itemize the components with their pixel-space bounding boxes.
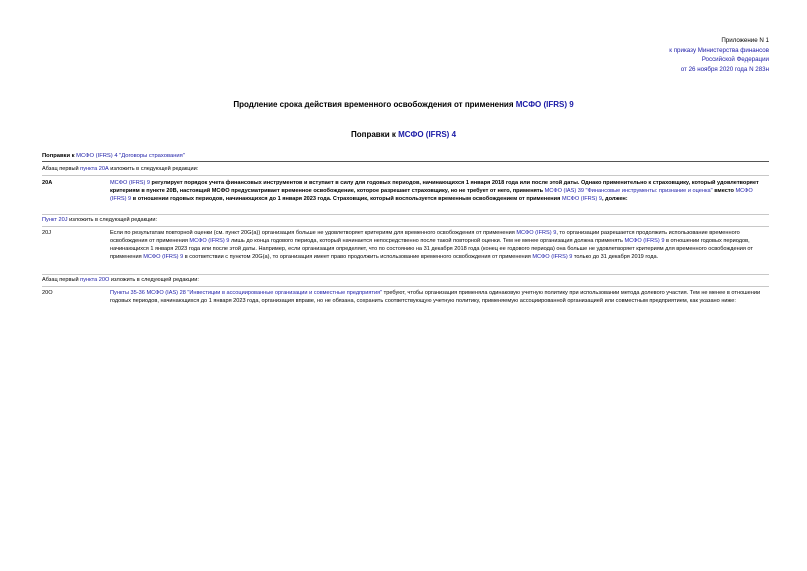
page-title bbox=[0, 99, 807, 111]
divider bbox=[42, 286, 769, 287]
paragraph-20o bbox=[42, 289, 769, 305]
paragraphs-35-36-link[interactable]: Пункты 35-36 bbox=[110, 290, 145, 296]
ifrs9-link[interactable]: МСФО (IFRS) 9 bbox=[110, 188, 753, 203]
text-run: в отношении годовых периодов, начинающихся 1 января 2023 года или после этой даты. Например, если организация определяет, что по состоянию на 31 декабря 2018 года (конец ее годового периода) она больше не удовлетворяет критериям для временного освобождения от применения bbox=[110, 238, 753, 261]
subtitle-text: Поправки к bbox=[350, 130, 399, 139]
text-run: требуют, чтобы организация применяла одинаковую учетную политику при использовании метода долевого участия. Тем не менее в отношении годовых периодов, начинающихся до 1 января 2023 года, организация вправе, но не обязана, сохранить соответствующую учетную политику, применяемую ассоциированной организацией или совместным предприятием, как указано ниже: bbox=[110, 290, 761, 305]
text-run: в соответствии с пунктом 20G(a), то организация имеет право продолжить использование временного освобождения от применения bbox=[183, 254, 533, 261]
text-run: Если по результатам повторной оценки (см. пункт 20G(a)) организация больше не удовлетворяет критериям для временного освобождения от применения bbox=[110, 230, 517, 236]
ifrs9-link[interactable]: МСФО (IFRS) 9 bbox=[143, 254, 184, 261]
ministry-link[interactable]: Российской Федерации bbox=[701, 56, 769, 64]
subtitle-ifrs4-link[interactable]: МСФО (IFRS) 4 bbox=[398, 130, 457, 139]
paragraph-number: 20O bbox=[42, 290, 53, 296]
order-date-link[interactable]: от 26 ноября 2020 года N 283н bbox=[680, 65, 769, 73]
instruction-20j bbox=[42, 216, 769, 224]
divider bbox=[42, 274, 769, 275]
ifrs9-link[interactable]: МСФО (IFRS) 9 bbox=[532, 254, 573, 261]
paragraph-text bbox=[110, 289, 762, 305]
order-link[interactable]: к приказу Министерства финансов bbox=[669, 46, 769, 54]
paragraph-20j bbox=[42, 229, 769, 261]
paragraph-number: 20J bbox=[42, 230, 52, 236]
instruction-20o bbox=[42, 276, 769, 284]
instruction-text: изложить в следующей редакции: bbox=[67, 217, 158, 223]
ifrs9-link[interactable]: МСФО (IFRS) 9 bbox=[624, 238, 665, 245]
paragraph-number: 20А bbox=[42, 180, 53, 186]
divider bbox=[42, 226, 769, 227]
ifrs9-link[interactable]: МСФО (IFRS) 9 bbox=[516, 230, 557, 236]
instruction-text: изложить в следующей редакции: bbox=[108, 166, 199, 172]
divider bbox=[42, 175, 769, 176]
ias28-link[interactable]: МСФО (IAS) 28 "Инвестиции в ассоциированные организации и совместные предприятия" bbox=[146, 290, 383, 296]
text-run: , должен: bbox=[601, 196, 628, 203]
section-header-label: Поправки к bbox=[42, 153, 77, 159]
page-subtitle bbox=[0, 129, 807, 141]
ifrs9-link[interactable]: МСФО (IFRS) 9 bbox=[189, 238, 230, 245]
paragraph-20o-link[interactable]: пункта 20O bbox=[80, 277, 110, 283]
text-run: , то организации разрешается продолжить использование временного освобождения от применения bbox=[110, 230, 740, 245]
text-run: вместо bbox=[712, 188, 736, 195]
paragraph-text bbox=[110, 179, 762, 203]
instruction-text: Абзац первый bbox=[42, 166, 81, 172]
paragraph-20a bbox=[42, 179, 769, 203]
ias39-link[interactable]: МСФО (IAS) 39 "Финансовые инструменты: признание и оценка" bbox=[544, 188, 713, 195]
instruction-text: Абзац первый bbox=[42, 277, 81, 283]
appendix-label: Приложение N 1 bbox=[721, 37, 769, 44]
section-header-link[interactable]: МСФО (IFRS) 4 "Договоры страхования" bbox=[76, 153, 185, 159]
paragraph-20j-link[interactable]: Пункт 20J bbox=[42, 217, 68, 223]
instruction-20a bbox=[42, 165, 769, 173]
text-run: только до 31 декабря 2019 года. bbox=[572, 254, 659, 261]
section-header bbox=[42, 152, 769, 162]
text-run: лишь до конца годового периода, который начинается непосредственно после такой повторной оценки. Тем не менее организация должна применять bbox=[229, 238, 625, 245]
paragraph-20a-link[interactable]: пункта 20А bbox=[80, 166, 109, 172]
text-run: в отношении годовых периодов, начинающихся до 1 января 2023 года. Страховщик, который воспользуется временным освобождением от применения bbox=[131, 196, 562, 203]
instruction-text: изложить в следующей редакции: bbox=[109, 277, 199, 283]
title-text: Продление срока действия временного освобождения от применения bbox=[233, 100, 516, 109]
divider bbox=[42, 214, 769, 215]
appendix-block bbox=[669, 36, 769, 74]
ifrs9-link[interactable]: МСФО (IFRS) 9 bbox=[561, 196, 602, 203]
paragraph-text bbox=[110, 229, 762, 261]
title-ifrs9-link[interactable]: МСФО (IFRS) 9 bbox=[515, 100, 574, 109]
ifrs9-link[interactable]: МСФО (IFRS) 9 bbox=[110, 180, 150, 186]
text-run: регулирует порядок учета финансовых инструментов и вступает в силу для годовых периодов, начинающихся 1 января 2018 года или после этой даты. Однако применительно к страховщику, который удовлетворяет критериям в пункте 20В, настоящий МСФО предусматривает временное освобождение, которое разрешает страховщику, но не требует от него, применять bbox=[110, 180, 759, 195]
